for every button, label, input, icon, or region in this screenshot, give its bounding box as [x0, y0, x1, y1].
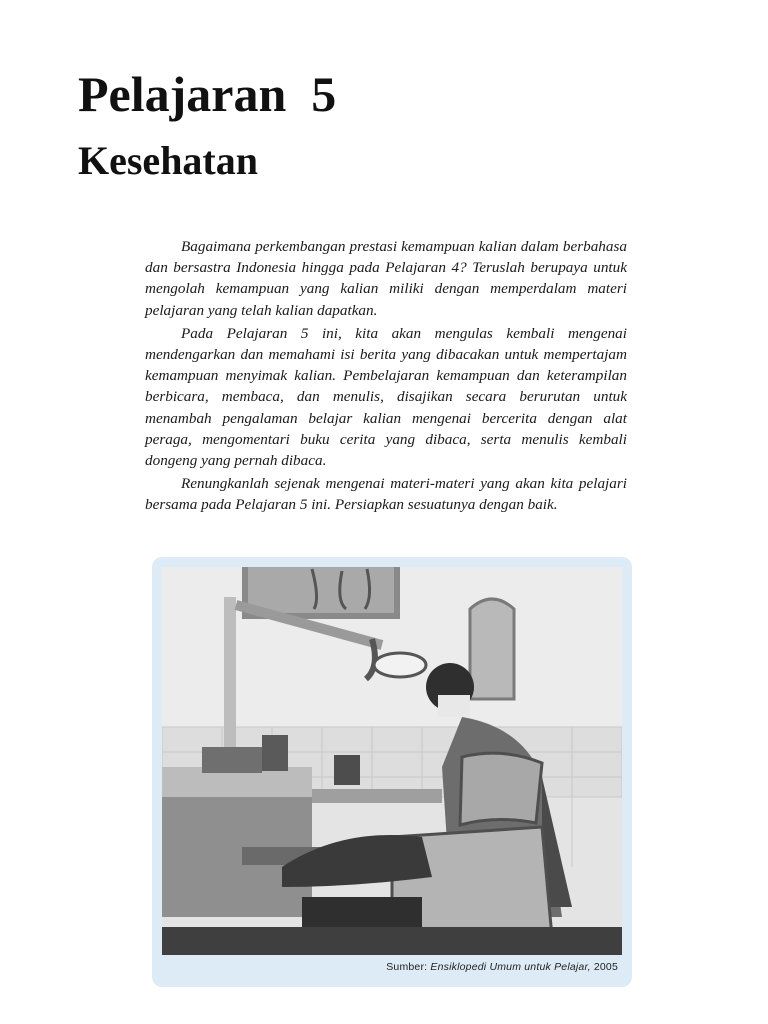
caption-label: Sumber: [386, 961, 428, 973]
dentist-photo-illustration [162, 567, 622, 955]
topic-title: Kesehatan [78, 138, 258, 183]
dentist-photo [162, 567, 622, 955]
intro-text [145, 236, 627, 518]
caption-source: Ensiklopedi Umum untuk Pelajar, [430, 961, 591, 973]
caption-year: 2005 [593, 961, 618, 973]
intro-paragraph: Bagaimana perkembangan prestasi kemampuan kalian dalam berbahasa dan bersastra Indonesia hingga pada Pelajaran 4? Teruslah berupaya untuk mengolah kemampuan yang kalian miliki dengan memperdalam materi pelajaran yang telah kalian dapatkan. [145, 238, 627, 319]
photo-caption [386, 961, 618, 973]
lesson-title: Pelajaran 5 [78, 66, 337, 122]
photo-frame [152, 557, 632, 987]
intro-paragraph: Pada Pelajaran 5 ini, kita akan mengulas kembali mengenai mendengarkan dan memahami isi berita yang dibacakan untuk mempertajam kemampuan menyimak kalian. Pembelajaran kemampuan dan keterampilan berbicara, membaca, dan menulis, disajikan secara berurutan untuk menambah pengalaman belajar kalian mengenai bercerita dengan alat peraga, mengomentari buku cerita yang dibaca, serta menulis kembali dongeng yang pernah dibaca. [145, 324, 627, 470]
intro-paragraph: Renungkanlah sejenak mengenai materi-materi yang akan kita pelajari bersama pada Pelajaran 5 ini. Persiapkan sesuatunya dengan baik. [145, 475, 627, 514]
